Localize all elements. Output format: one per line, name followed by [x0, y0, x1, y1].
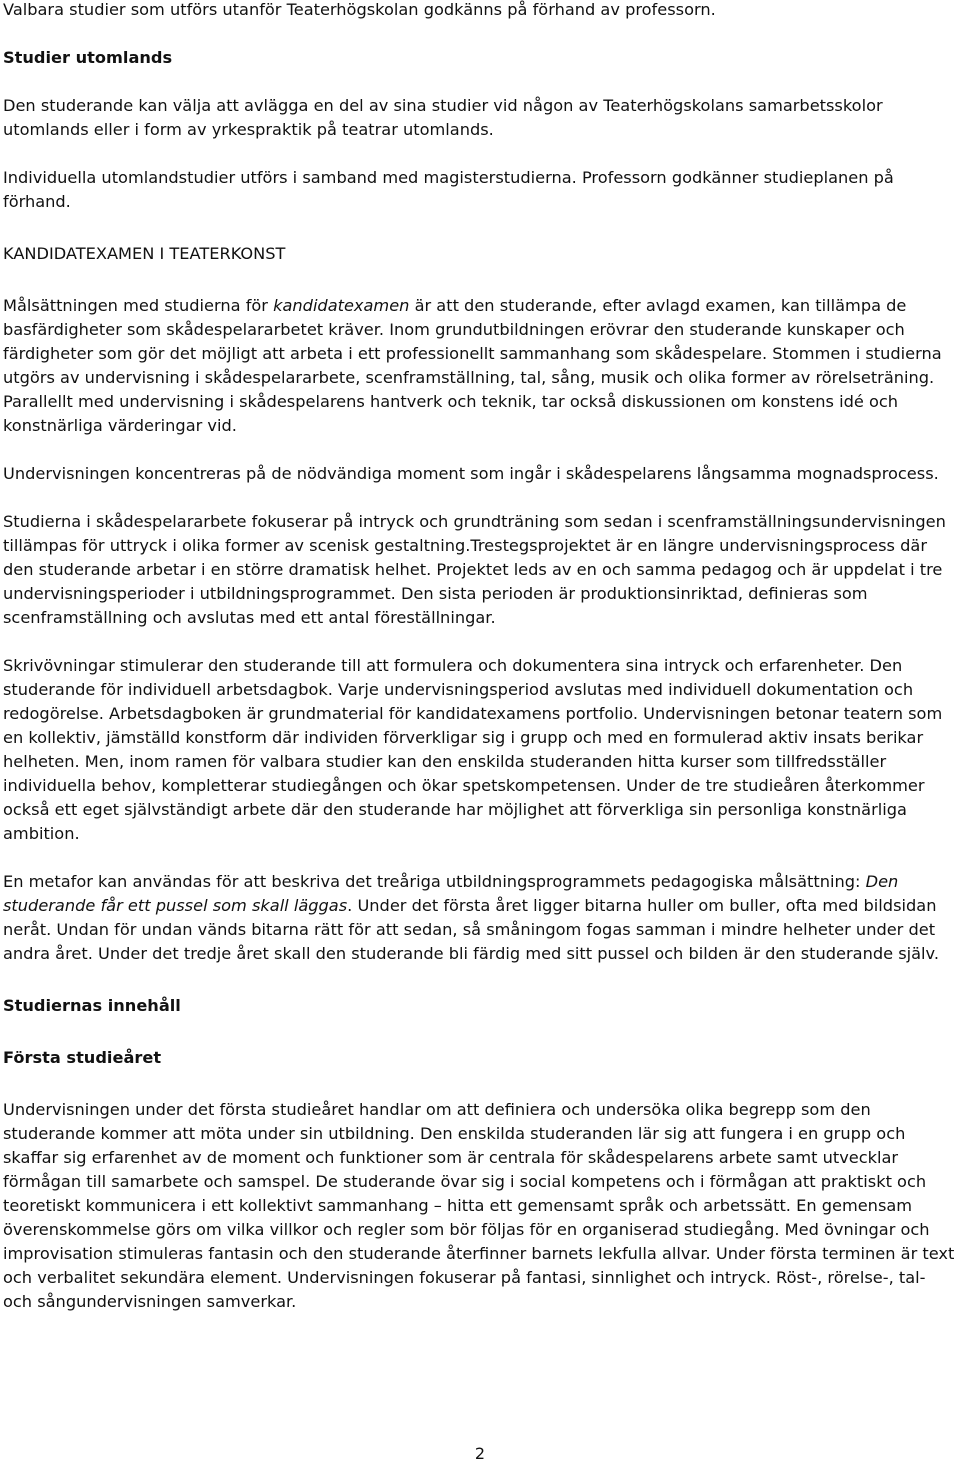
- paragraph-skadespelararbete: Studierna i skådespelararbete fokuserar på intryck och grundträning som sedan i scenframställningsundervisningen tillämpas för uttryck i olika former av scenisk gestaltning.Trestegsprojektet är en längre undervisningsprocess där den studerande arbetar i en större dramatisk helhet. Projektet leds av en och samma pedagog och är uppdelat i tre undervisningsperioder i utbildningsprogrammet. Den sista perioden är produktionsinriktad, definieras som scenframställning och avslutas med ett antal föreställningar.: [3, 512, 946, 627]
- heading-kandidatexamen: KANDIDATEXAMEN I TEATERKONST: [3, 244, 286, 263]
- paragraph-koncentreras: Undervisningen koncentreras på de nödvändiga moment som ingår i skådespelarens långsamma mognadsprocess.: [3, 464, 939, 483]
- paragraph-skrivovningar: Skrivövningar stimulerar den studerande till att formulera och dokumentera sina intryck och erfarenheter. Den studerande för individuell arbetsdagbok. Varje undervisningsperiod avslutas med individuell dokumentation och redogörelse. Arbetsdagboken är grundmaterial för kandidatexamens portfolio. Undervisningen betonar teatern som en kollektiv, jämställd konstform där individen förverkligar sig i grupp och med en formulerad aktiv insats berikar helheten. Men, inom ramen för valbara studier kan den enskilda studeranden hitta kurser som tillfredsställer individuella behov, kompletterar studiegången och ökar spetskompetensen. Under de tre studieåren återkommer också ett eget självständigt arbete där den studerande har möjlighet att förverkliga sin personliga konstnärliga ambition.: [3, 656, 943, 843]
- paragraph-metafor: [3, 870, 955, 966]
- paragraph-valbara: Valbara studier som utförs utanför Teaterhögskolan godkänns på förhand av professorn.: [3, 0, 716, 19]
- paragraph-malsattning: [3, 294, 955, 438]
- heading-forsta-studiearet: Första studieåret: [3, 1048, 162, 1067]
- page-number: 2: [474, 1444, 486, 1463]
- paragraph-malsattning-rest: är att den studerande, efter avlagd examen, kan tillämpa de basfärdigheter som skådespelararbetet kräver. Inom grundutbildningen erövrar den studerande kunskaper och färdigheter som gör det möjligt att arbeta i ett professionellt sammanhang som skådespelare. Stommen i studierna utgörs av undervisning i skådespelararbete, scenframställning, tal, sång, musik och olika former av rörelseträning. Parallellt med undervisning i skådespelarens hantverk och teknik, tar också diskussionen om konstens idé och konstnärliga värderingar vid.: [3, 296, 942, 435]
- heading-studiernas-innehall: Studiernas innehåll: [3, 996, 181, 1015]
- paragraph-metafor-rest: . Under det första året ligger bitarna huller om buller, ofta med bildsidan neråt. Undan för undan vänds bitarna rätt för att sedan, så småningom fogas samman i mindre helheter under det andra året. Under det tredje året skall den studerande bli färdig med sitt pussel och bilden är den studerande själv.: [3, 896, 940, 963]
- document-page: [3, 0, 955, 1314]
- paragraph-individuella: Individuella utomlandstudier utförs i samband med magisterstudierna. Professorn godkänner studieplanen på förhand.: [3, 168, 894, 211]
- paragraph-forsta-studiearet: Undervisningen under det första studieåret handlar om att definiera och undersöka olika begrepp som den studerande kommer att möta under sin utbildning. Den enskilda studeranden lär sig att fungera i en grupp och skaffar sig erfarenhet av de moment och funktioner som är centrala för skådespelarens arbete samt utvecklar förmågan till samarbete och samspel. De studerande övar sig i social kompetens och i förmågan att praktiskt och teoretiskt kommunicera i ett kollektivt sammanhang – hitta ett gemensamt språk och arbetssätt. En gemensam överenskommelse görs om vilka villkor och regler som bör följas för en organiserad studiegång. Med övningar och improvisation stimuleras fantasin och den studerande återfinner barnets lekfulla allvar. Under första terminen är text och verbalitet sekundära element. Undervisningen fokuserar på fantasi, sinnlighet och intryck. Röst-, rörelse-, tal- och sångundervisningen samverkar.: [3, 1100, 955, 1311]
- paragraph-utomlands: Den studerande kan välja att avlägga en del av sina studier vid någon av Teaterhögskolans samarbetsskolor utomlands eller i form av yrkespraktik på teatrar utomlands.: [3, 96, 883, 139]
- heading-studier-utomlands: Studier utomlands: [3, 48, 173, 67]
- paragraph-malsattning-start: Målsättningen med studierna för: [3, 296, 274, 315]
- emphasis-kandidatexamen: kandidatexamen: [273, 296, 410, 315]
- paragraph-metafor-start: En metafor kan användas för att beskriva det treåriga utbildningsprogrammets pedagogiska målsättning:: [3, 872, 866, 891]
- emphasis-pussel: Den studerande får ett pussel som skall läggas: [3, 872, 899, 915]
